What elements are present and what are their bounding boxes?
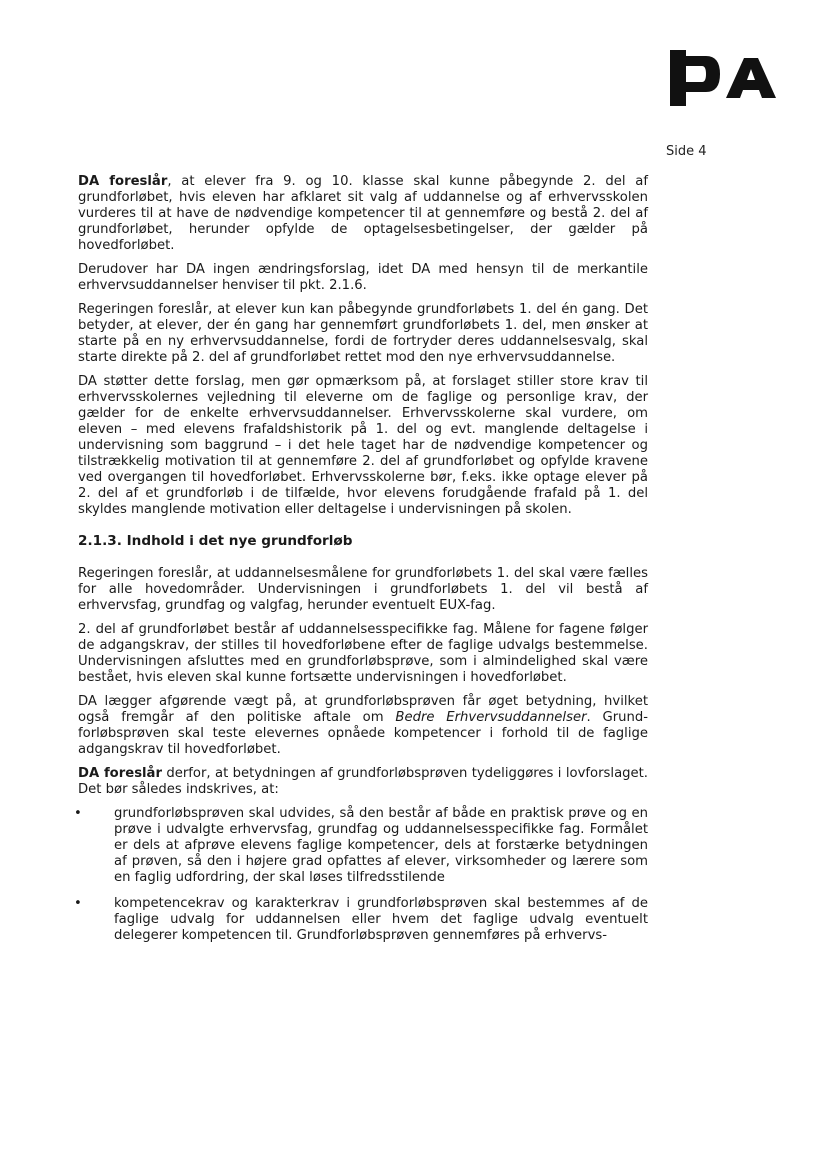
document-body xyxy=(74,174,648,954)
paragraph-no-amendments: Derudover har DA ingen ændringsforslag, idet DA med hensyn til de merkantile erhvervsuddannelser henviser til pkt. 2.1.6. xyxy=(78,262,648,293)
da-logo xyxy=(668,48,780,112)
paragraph-da-support: DA støtter dette forslag, men gør opmærksom på, at forslaget stiller store krav til erhvervsskolernes vejledning til eleverne om de faglige og personlige krav, der gælder for de enkelte erhvervsuddannelser. Erhvervsskolerne skal vurdere, om eleven – med elevens frafaldshistorik på 1. del og evt. manglende deltagelse i undervisning som baggrund – i det hele taget har de nødvendige kompetencer og tilstrækkelig motivation til at gennemføre 2. del af grundforløbet og opfylde kravene ved overgangen til hovedforløbet. Erhvervsskolerne bør, f.eks. ikke optage elever på 2. del af et grundforløb i de tilfælde, hvor elevens forudgående frafald på 1. del skyldes manglende motivation eller deltagelse i undervisningen på skolen. xyxy=(78,374,648,517)
logo-d-shape xyxy=(670,50,720,106)
list-item-text: grundforløbsprøven skal udvides, så den består af både en praktisk prøve og en prøve i udvalgte erhvervsfag, grundfag og uddannelsesspecifikke fag. Formålet er dels at afprøve elevens faglige kompetencer, dels at forstærke betydningen af prøven, så den i højere grad opfattes af elever, virksomheder og lærere som en faglig udfordring, der skal løses tilfredsstilende xyxy=(114,806,648,885)
bullet-list xyxy=(74,806,648,944)
paragraph-text: derfor, at betydningen af grundforløbsprøven tydeliggøres i lovforslaget. Det bør således indskrives, at: xyxy=(78,766,648,797)
page-number: Side 4 xyxy=(666,144,707,159)
list-item xyxy=(74,896,648,944)
italic-title: Bedre Erhvervsuddannelser xyxy=(395,710,587,725)
paragraph-government-proposal: Regeringen foreslår, at elever kun kan påbegynde grundforløbets 1. del én gang. Det betyder, at elever, der én gang har gennemført grundforløbets 1. del, men ønsker at starte på en ny erhvervsuddannelse, fordi de fortryder deres uddannelsesvalg, skal starte direkte på 2. del af grundforløbet rettet mod den nye erhvervsuddannelse. xyxy=(78,302,648,365)
paragraph-exam-importance xyxy=(78,694,648,758)
bold-lead: DA foreslår xyxy=(78,174,168,189)
logo-a-shape xyxy=(726,58,776,98)
list-item-text: kompetencekrav og karakterkrav i grundforløbsprøven skal bestemmes af de faglige udvalg for uddannelsen eller hvem det faglige udvalg eventuelt delegerer kompetencen til. Grundforløbsprøven gennemføres på erhvervs- xyxy=(114,896,648,943)
bold-lead: DA foreslår xyxy=(78,766,162,781)
bullet-marker: • xyxy=(74,896,82,911)
paragraph-text: , at elever fra 9. og 10. klasse skal kunne påbegynde 2. del af grundforløbet, hvis eleven har afklaret sit valg af uddannelse og af erhvervsskolen vurderes til at have de nødvendige kompetencer til at gennemføre og bestå 2. del af grundforløbet, herunder opfylde de optagelsesbetingelser, der gælder på hovedforløbet. xyxy=(78,174,648,253)
list-item xyxy=(74,806,648,886)
paragraph-text: . Grundforløbsprøven skal teste elevernes opnåede kompetencer i forhold til de faglige adgangskrav til hovedforløbet. xyxy=(78,710,648,757)
paragraph-education-goals: Regeringen foreslår, at uddannelsesmålene for grundforløbets 1. del skal være fælles for alle hovedområder. Undervisningen i grundforløbets 1. del vil bestå af erhvervsfag, grundfag og valgfag, herunder eventuelt EUX-fag. xyxy=(78,566,648,613)
paragraph-da-proposal xyxy=(78,174,648,254)
paragraph-part-two: 2. del af grundforløbet består af uddannelsesspecifikke fag. Målene for fagene følger de adgangskrav, der stilles til hovedforløbene efter de faglige udvalgs bestemmelse. Undervisningen afsluttes med en grundforløbsprøve, som i almindelighed skal være bestået, hvis eleven skal kunne fortsætte undervisningen i hovedforløbet. xyxy=(78,622,648,685)
section-heading: 2.1.3. Indhold i det nye grundforløb xyxy=(78,533,353,549)
paragraph-da-proposal-exam xyxy=(78,766,648,798)
paragraph-text: DA lægger afgørende vægt på, at grundforløbsprøven får øget betydning, hvilket også fremgår af den politiske aftale om xyxy=(78,694,648,725)
bullet-marker: • xyxy=(74,806,82,821)
